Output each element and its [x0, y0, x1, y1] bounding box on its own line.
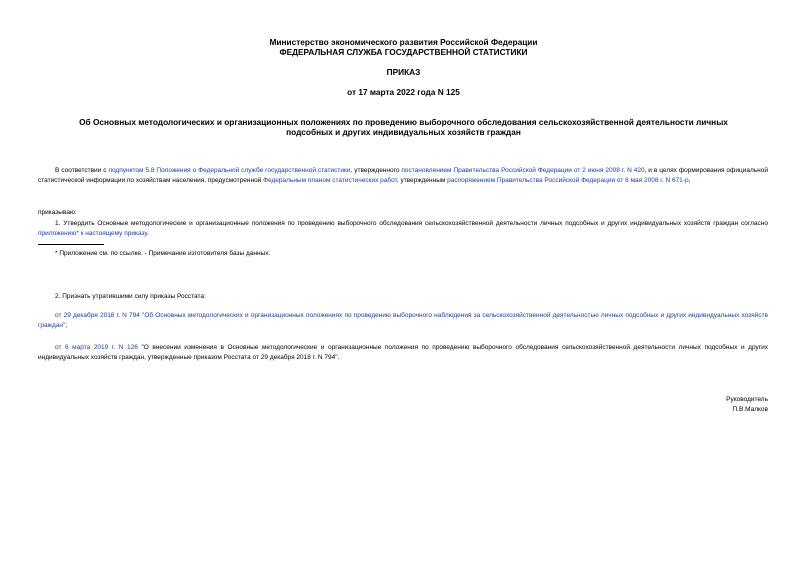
item-2: 2. Признать утратившими силу приказы Росстата:: [55, 293, 206, 300]
link-regulation-clause[interactable]: подпунктом 5.8 Положения о Федеральной службе государственной статистики: [108, 167, 351, 174]
link-government-order[interactable]: распоряжением Правительства Российской Федерации от 6 мая 2008 г. N 671-р: [447, 177, 689, 184]
repealed-order-1-end: ;: [65, 322, 68, 329]
item-1-end: .: [147, 230, 149, 237]
doc-type: ПРИКАЗ: [386, 67, 421, 77]
link-federal-plan[interactable]: Федеральным планом статистических работ: [263, 177, 397, 184]
service-heading: ФЕДЕРАЛЬНАЯ СЛУЖБА ГОСУДАРСТВЕННОЙ СТАТИСТИКИ: [279, 47, 528, 57]
link-government-decree[interactable]: постановлением Правительства Российской Федерации от 2 июня 2008 г. N 420: [401, 167, 645, 174]
signature-position: Руководитель: [726, 396, 768, 403]
ministry-heading: Министерство экономического развития Российской Федерации: [269, 37, 538, 47]
repealed-order-2: [38, 343, 768, 363]
preamble-text: , утвержденным: [396, 177, 448, 184]
footnote: * Приложение см. по ссылке. - Примечание изготовителя базы данных.: [55, 250, 271, 257]
order-word: приказываю:: [38, 209, 77, 216]
doc-title-line1: Об Основных методологических и организационных положениях по проведению выборочного обследования сельскохозяйственной деятельности личных: [79, 117, 728, 127]
item-1: [38, 219, 768, 239]
signature-name: П.В.Малков: [732, 406, 768, 413]
link-repealed-order-126[interactable]: от 6 марта 2019 г. N 126: [55, 344, 138, 351]
doc-title-line2: подсобных и других индивидуальных хозяйств граждан: [286, 127, 521, 137]
repealed-order-1: [38, 311, 768, 331]
preamble-text: В соответствии с: [55, 167, 109, 174]
link-repealed-order-794[interactable]: от 29 декабря 2018 г. N 794 "Об Основных методологических и организационных положениях по проведению выборочного наблюдения за сельскохозяйственной деятельностью личных подсобных и других индивидуальных хозяйств граждан": [38, 312, 768, 329]
preamble-text: , утвержденного: [350, 167, 402, 174]
preamble-text: , и в целях формирования официальной статистической информации по хозяйствам населения, предусмотренной: [38, 167, 768, 184]
doc-date: от 17 марта 2022 года N 125: [347, 87, 460, 97]
preamble-paragraph: [38, 166, 768, 186]
footnote-divider: [38, 244, 104, 245]
preamble-text: ,: [688, 177, 691, 184]
item-1-text: 1. Утвердить Основные методологические и организационные положения по проведению выборочного обследования сельскохозяйственной деятельности личных подсобных и других индивидуальных хозяйств граждан согласно: [55, 220, 768, 227]
repealed-order-2-text: "О внесении изменения в Основные методологические и организационные положения по проведению выборочного обследования сельскохозяйственной деятельности личных подсобных и других индивидуальных хозяйств граждан, утвержденные приказом Росстата от 29 декабря 2018 г. N 794".: [38, 344, 768, 361]
link-appendix[interactable]: приложению* к настоящему приказу: [38, 230, 147, 237]
